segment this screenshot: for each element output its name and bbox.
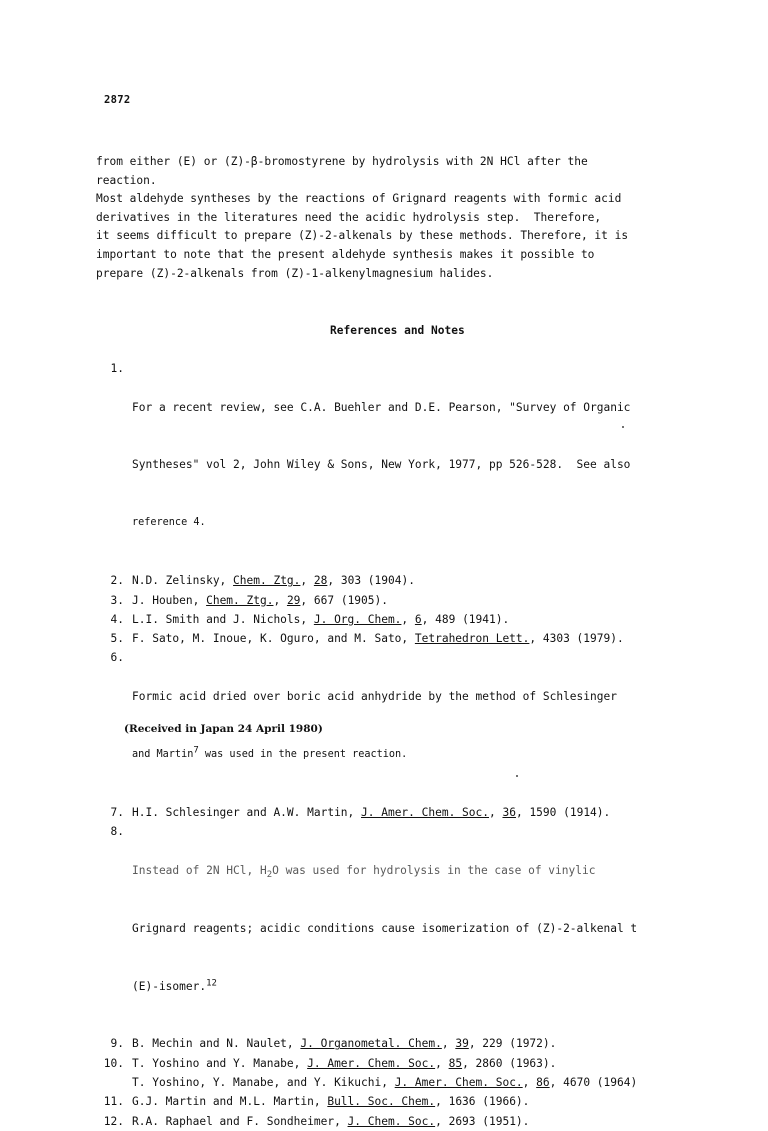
volume-number: 86	[536, 1075, 550, 1089]
reference-10	[96, 1054, 756, 1073]
reference-number: 8.	[110, 825, 124, 839]
page-number: 2872	[104, 94, 131, 106]
references-list	[96, 359, 756, 1131]
journal-name: J. Amer. Chem. Soc.	[361, 805, 489, 819]
separator: ,	[435, 1056, 449, 1070]
journal-name: J. Chem. Soc.	[347, 1114, 436, 1128]
reference-2	[96, 571, 756, 590]
journal-name: J. Organometal. Chem.	[300, 1037, 442, 1051]
reference-text: For a recent review, see C.A. Buehler and D.E. Pearson, "Survey of Organic	[132, 400, 631, 414]
reference-text: Grignard reagents; acidic conditions cause isomerization of (Z)-2-alkenal t	[132, 921, 638, 935]
reference-1	[96, 359, 756, 571]
reference-number: 11.	[103, 1095, 124, 1109]
reference-4	[96, 610, 756, 629]
reference-pages: , 4303 (1979).	[529, 632, 624, 646]
separator: ,	[441, 1037, 456, 1051]
reference-text: Formic acid dried over boric acid anhydride by the method of Schlesinger	[132, 690, 617, 704]
reference-text: O was used for hydrolysis in the case of vinylic	[272, 863, 596, 877]
journal-name: Tetrahedron Lett.	[414, 632, 530, 646]
reference-pages: , 1636 (1966).	[435, 1095, 530, 1109]
reference-authors: T. Yoshino and Y. Manabe,	[132, 1056, 308, 1070]
reference-pages: , 667 (1905).	[300, 593, 388, 607]
reference-text: Instead of 2N HCl, H	[132, 863, 267, 877]
separator: ,	[522, 1075, 537, 1089]
reference-text: (E)-isomer.	[132, 979, 207, 993]
reference-12	[96, 1112, 756, 1131]
reference-pages: , 2693 (1951).	[435, 1114, 530, 1128]
reference-text: was used in the present reaction.	[198, 748, 408, 760]
volume-number: 29	[286, 593, 301, 607]
reference-10-continued	[96, 1073, 756, 1092]
reference-authors: J. Houben,	[132, 593, 207, 607]
text-line: derivatives in the literatures need the acidic hydrolysis step. Therefore,	[96, 210, 602, 224]
separator: ,	[300, 574, 314, 588]
volume-number: 36	[502, 805, 516, 819]
reference-pages: , 489 (1941).	[421, 612, 510, 626]
reference-number: 7.	[110, 805, 124, 819]
reference-11	[96, 1092, 756, 1111]
received-date: (Received in Japan 24 April 1980)	[124, 723, 323, 735]
text-line: important to note that the present aldehyde synthesis makes it possible to	[96, 247, 595, 261]
volume-number: 85	[448, 1056, 463, 1070]
subscript: 2	[266, 869, 273, 880]
reference-number: 10.	[103, 1056, 124, 1070]
reference-3	[96, 591, 756, 610]
volume-number: 6	[414, 612, 422, 626]
reference-pages: , 229 (1972).	[468, 1037, 557, 1051]
reference-number: 9.	[110, 1037, 124, 1051]
text-line: Most aldehyde syntheses by the reactions of Grignard reagents with formic acid	[96, 192, 622, 206]
separator: ,	[273, 593, 287, 607]
reference-number: 5.	[110, 632, 124, 646]
reference-7	[96, 803, 756, 822]
references-heading: References and Notes	[330, 324, 465, 337]
scan-speck	[622, 426, 624, 428]
reference-8	[96, 822, 756, 1034]
reference-authors: R.A. Raphael and F. Sondheimer,	[132, 1114, 348, 1128]
reference-text: reference 4.	[132, 517, 206, 529]
volume-number: 39	[455, 1037, 469, 1051]
reference-authors: L.I. Smith and J. Nichols,	[132, 612, 314, 626]
reference-authors: F. Sato, M. Inoue, K. Oguro, and M. Sato,	[132, 632, 415, 646]
reference-authors: H.I. Schlesinger and A.W. Martin,	[132, 805, 362, 819]
reference-number: 2.	[110, 574, 124, 588]
scan-speck	[516, 775, 518, 777]
reference-text: and Martin	[132, 748, 194, 760]
text-line: prepare (Z)-2-alkenals from (Z)-1-alkenylmagnesium halides.	[96, 266, 494, 280]
reference-pages: , 303 (1904).	[327, 574, 415, 588]
journal-name: J. Amer. Chem. Soc.	[307, 1056, 436, 1070]
reference-authors: T. Yoshino, Y. Manabe, and Y. Kikuchi,	[132, 1075, 395, 1089]
intro-paragraph	[96, 153, 696, 283]
reference-pages: , 1590 (1914).	[515, 805, 611, 819]
text-line: it seems difficult to prepare (Z)-2-alkenals by these methods. Therefore, it is	[96, 229, 629, 243]
reference-authors: B. Mechin and N. Naulet,	[132, 1037, 301, 1051]
reference-number: 6.	[110, 651, 124, 665]
text-line: from either (E) or (Z)-β-bromostyrene by hydrolysis with 2N HCl after the	[96, 155, 588, 168]
reference-authors: N.D. Zelinsky,	[132, 574, 234, 588]
separator: ,	[489, 805, 503, 819]
reference-5	[96, 629, 756, 648]
journal-name: Bull. Soc. Chem.	[327, 1095, 436, 1109]
citation-superscript: 7	[193, 745, 199, 756]
reference-text: Syntheses" vol 2, John Wiley & Sons, New York, 1977, pp 526-528. See also	[132, 458, 631, 472]
reference-number: 3.	[110, 593, 124, 607]
reference-authors: G.J. Martin and M.L. Martin,	[132, 1095, 328, 1109]
journal-name: J. Org. Chem.	[313, 612, 402, 626]
reference-pages: , 4670 (1964)	[549, 1075, 638, 1089]
reference-number: 4.	[110, 612, 124, 626]
journal-name: Chem. Ztg.	[206, 593, 274, 607]
journal-name: J. Amer. Chem. Soc.	[394, 1075, 523, 1089]
citation-superscript: 12	[206, 977, 217, 988]
text-line: reaction.	[96, 173, 157, 187]
separator: ,	[401, 612, 415, 626]
reference-number: 1.	[110, 362, 124, 375]
reference-number: 12.	[103, 1114, 124, 1128]
journal-name: Chem. Ztg.	[233, 574, 301, 588]
reference-9	[96, 1034, 756, 1053]
volume-number: 28	[313, 574, 328, 588]
reference-pages: , 2860 (1963).	[462, 1056, 557, 1070]
